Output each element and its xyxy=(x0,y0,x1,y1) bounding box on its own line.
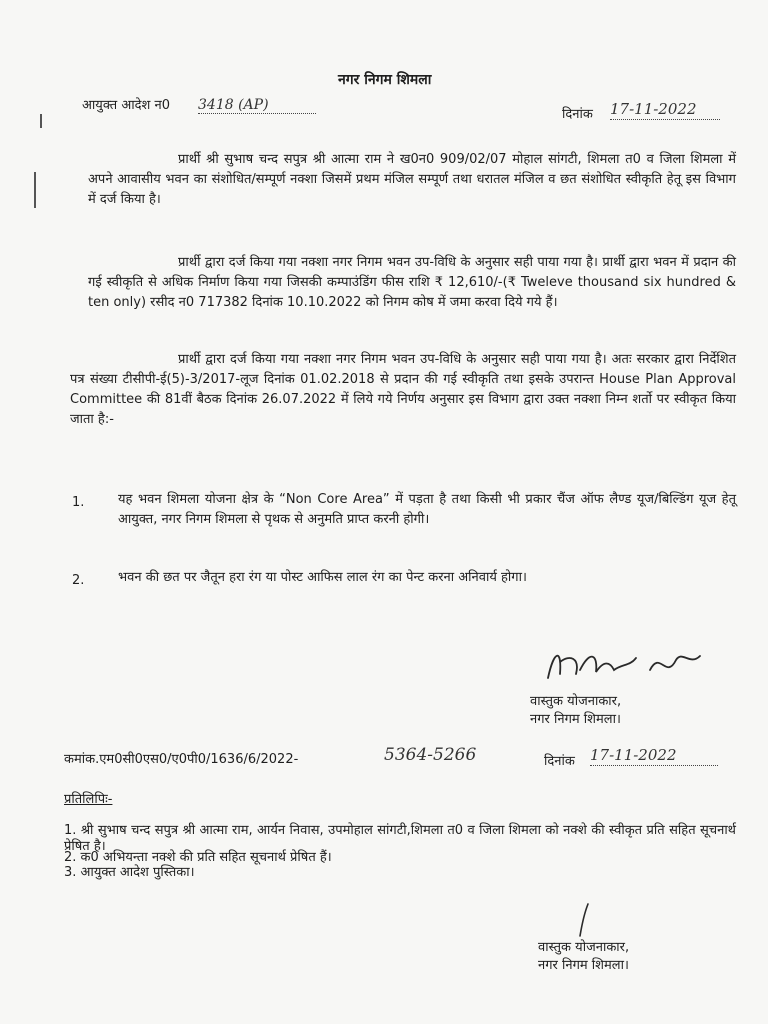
order-no-field xyxy=(198,97,316,114)
copy-item-2: 2. क0 अभियन्ता नक्शे की प्रति सहित सूचनार्थ प्रेषित हैं। xyxy=(64,850,332,865)
date-label: दिनांक xyxy=(562,107,593,122)
reference-handwritten-number: 5364-5266 xyxy=(384,745,477,765)
reference-number: कमांक.एम0सी0एस0/ए0पी0/1636/6/2022- xyxy=(64,752,299,767)
handwritten-signature-2 xyxy=(570,900,600,940)
paragraph-3: प्रार्थी द्वारा दर्ज किया गया नक्शा नगर निगम भवन उप-विधि के अनुसार सही पाया गया है। अतः सरकार द्वारा निर्देशित पत्र संख्या टीसीपी-ई(5)-3/2017-लूज दिनांक 01.02.2018 से प्रदान की गई स्वीकृति तथा इसके उपरान्त House Plan Approval Committee की 81वीं बैठक दिनांक 26.07.2022 में लिये गये निर्णय अनुसार इस विभाग द्वारा उक्त नक्शा निम्न शर्तो पर स्वीकृत किया जाता है:- xyxy=(70,352,736,427)
date-value: 17-11-2022 xyxy=(610,100,697,118)
date-field xyxy=(610,101,720,120)
signature-1-office: नगर निगम शिमला। xyxy=(530,712,621,727)
copy-item-1: 1. श्री सुभाष चन्द सपुत्र श्री आत्मा राम, आर्यन निवास, उपमोहाल सांगटी,शिमला त0 व जिला शिमला को नक्शे की स्वीकृत प्रति सहित सूचनार्थ प्रेषित है। xyxy=(64,823,736,854)
condition-2-text: भवन की छत पर जैतून हरा रंग या पोस्ट आफिस लाल रंग का पेन्ट करना अनिवार्य होगा। xyxy=(118,570,527,585)
paragraph-2: प्रार्थी द्वारा दर्ज किया गया नक्शा नगर निगम भवन उप-विधि के अनुसार सही पाया गया है। प्रार्थी द्वारा भवन में प्रदान की गई स्वीकृति से अधिक निर्माण किया गया जिसकी कम्पाउंडिंग फीस राशि ₹ 12,610/-(₹ Tweleve thousand six hundred & ten only) रसीद न0 717382 दिनांक 10.10.2022 को निगम कोष में जमा करवा दिये गये हैं। xyxy=(88,255,736,310)
handwritten-signature-1 xyxy=(540,640,710,700)
reference-date-field xyxy=(590,747,718,766)
signature-2-office: नगर निगम शिमला। xyxy=(538,958,629,973)
reference-date-value: 17-11-2022 xyxy=(590,746,677,764)
scan-mark xyxy=(34,172,36,208)
order-no-value: 3418 (AP) xyxy=(198,97,269,113)
signature-1-designation: वास्तुक योजनाकार, xyxy=(530,694,622,709)
copy-item-3: 3. आयुक्त आदेश पुस्तिका। xyxy=(64,865,195,880)
condition-2-number: 2. xyxy=(72,573,85,588)
paragraph-1: प्रार्थी श्री सुभाष चन्द सपुत्र श्री आत्मा राम ने ख0न0 909/02/07 मोहाल सांगटी, शिमला त0 व जिला शिमला में अपने आवासीय भवन का संशोधित/सम्पूर्ण नक्शा जिसमें प्रथम मंजिल सम्पूर्ण तथा धरातल मंजिल व छत संशोधित स्वीकृति हेतू इस विभाग में दर्ज किया है। xyxy=(88,152,736,207)
scan-mark xyxy=(40,114,42,128)
copies-heading: प्रतिलिपिः- xyxy=(64,792,113,807)
signature-2-designation: वास्तुक योजनाकार, xyxy=(538,940,630,955)
condition-1-number: 1. xyxy=(72,495,85,510)
page-title: नगर निगम शिमला xyxy=(338,72,432,88)
condition-1-text: यह भवन शिमला योजना क्षेत्र के “Non Core Area” में पड़ता है तथा किसी भी प्रकार चैंज ऑफ लैण्ड यूज/बिल्डिंग यूज हेतू आयुक्त, नगर निगम शिमला से पृथक से अनुमति प्राप्त करनी होगी। xyxy=(118,492,736,527)
reference-date-label: दिनांक xyxy=(544,754,575,769)
order-no-label: आयुक्त आदेश न0 xyxy=(82,98,170,113)
